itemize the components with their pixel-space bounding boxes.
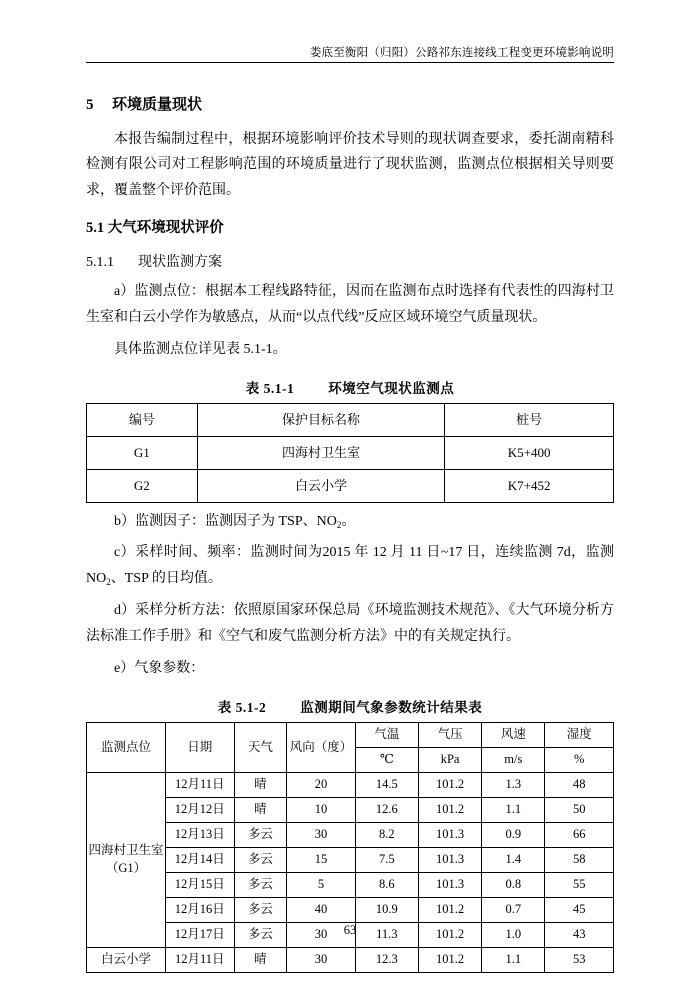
table2-r7-humidity: 53 [545, 947, 614, 972]
item-c-line1: c）采样时间、频率：监测时间为2015 年 12 月 11 日~17 日，连续监测 7d，监测 [114, 545, 614, 561]
table2-r0-weather: 晴 [234, 772, 287, 797]
table2-r6-weather: 多云 [234, 922, 287, 947]
item-c-subscript: 2 [106, 577, 111, 588]
table-row [87, 797, 614, 822]
table1-header-2: 桩号 [445, 403, 614, 436]
table2-r4-pressure: 101.3 [418, 872, 481, 897]
table2-r1-date: 12月12日 [166, 797, 235, 822]
table2-r0-humidity: 48 [545, 772, 614, 797]
table2-header-wind-speed: 风速 [482, 722, 545, 747]
table2-r1-pressure: 101.2 [418, 797, 481, 822]
table2-r5-wind-dir: 40 [287, 897, 356, 922]
table1-r1-c1: 白云小学 [197, 469, 445, 502]
table1-caption-label: 表 5.1-1 [245, 380, 295, 396]
table2-r1-humidity: 50 [545, 797, 614, 822]
table1-r0-c0: G1 [87, 436, 198, 469]
table-row [87, 822, 614, 847]
table1-r1-c2: K7+452 [445, 469, 614, 502]
body-area [86, 82, 614, 973]
table2-r7-weather: 晴 [234, 947, 287, 972]
table2-r5-temp: 10.9 [355, 897, 418, 922]
table2-r0-temp: 14.5 [355, 772, 418, 797]
table2-r4-temp: 8.6 [355, 872, 418, 897]
table1-r0-c2: K5+400 [445, 436, 614, 469]
table2-r1-weather: 晴 [234, 797, 287, 822]
item-c-no2-pre: NO [86, 571, 107, 587]
table2-r6-temp: 11.3 [355, 922, 418, 947]
table-row [87, 436, 614, 469]
table2-r3-date: 12月14日 [166, 847, 235, 872]
paragraph-item-a: a）监测点位：根据本工程线路特征，因而在监测布点时选择有代表性的四海村卫生室和白云小学作为敏感点，从而“以点代线”反应区域环境空气质量现状。 [86, 283, 614, 325]
table-row [87, 469, 614, 502]
paragraph-item-a2: 具体监测点位详见表 5.1-1。 [114, 341, 287, 357]
table-row [87, 872, 614, 897]
table2-caption-title: 监测期间气象参数统计结果表 [300, 699, 483, 715]
paragraph-item-c [86, 540, 614, 592]
section-heading-5-1: 5.1 大气环境现状评价 [86, 220, 224, 237]
table2-header-pressure: 气压 [418, 722, 481, 747]
table2-caption [86, 696, 614, 716]
table-row [87, 947, 614, 972]
table2-header-wind-dir: 风向（度） [287, 722, 356, 772]
table2-r4-date: 12月15日 [166, 872, 235, 897]
table2-r5-wind-speed: 0.7 [482, 897, 545, 922]
table2-header-site: 监测点位 [87, 722, 166, 772]
table2-r4-humidity: 55 [545, 872, 614, 897]
table2-header-weather: 天气 [234, 722, 287, 772]
section-heading-5 [86, 94, 614, 117]
table2-r7-pressure: 101.2 [418, 947, 481, 972]
table2-r0-pressure: 101.2 [418, 772, 481, 797]
table2-r3-humidity: 58 [545, 847, 614, 872]
section-title-5: 环境质量现状 [112, 97, 203, 113]
table2-r2-date: 12月13日 [166, 822, 235, 847]
table2-r6-wind-dir: 30 [287, 922, 356, 947]
table1-header-1: 保护目标名称 [197, 403, 445, 436]
table2-r4-wind-dir: 5 [287, 872, 356, 897]
table2-r7-wind-speed: 1.1 [482, 947, 545, 972]
table2-r7-temp: 12.3 [355, 947, 418, 972]
table2-r2-temp: 8.2 [355, 822, 418, 847]
table-air-monitoring-points [86, 403, 614, 503]
table-row [87, 772, 614, 797]
table2-r1-wind-speed: 1.1 [482, 797, 545, 822]
table2-r2-wind-dir: 30 [287, 822, 356, 847]
item-c-line2: 、TSP 的日均值。 [110, 571, 222, 587]
table2-r2-pressure: 101.3 [418, 822, 481, 847]
table2-r0-wind-speed: 1.3 [482, 772, 545, 797]
table2-unit-pressure: kPa [418, 747, 481, 772]
table1-caption [86, 377, 614, 397]
section-heading-5-1-1 [86, 252, 614, 273]
table2-unit-temp: ℃ [355, 747, 418, 772]
table2-r7-wind-dir: 30 [287, 947, 356, 972]
table1-r1-c0: G2 [87, 469, 198, 502]
table2-site-g1: 四海村卫生室（G1） [87, 772, 166, 947]
table2-caption-label: 表 5.1-2 [217, 699, 267, 715]
table2-r0-date: 12月11日 [166, 772, 235, 797]
table2-r1-temp: 12.6 [355, 797, 418, 822]
paragraph-intro: 本报告编制过程中，根据环境影响评价技术导则的现状调查要求，委托湖南精科检测有限公司对工程影响范围的环境质量进行了现状监测，监测点位根据相关导则要求，覆盖整个评价范围。 [86, 131, 614, 199]
page-content [86, 0, 614, 990]
table2-r6-wind-speed: 1.0 [482, 922, 545, 947]
table2-r5-weather: 多云 [234, 897, 287, 922]
table-row [87, 847, 614, 872]
table2-r6-humidity: 43 [545, 922, 614, 947]
paragraph-item-d: d）采样分析方法：依照原国家环保总局《环境监测技术规范》、《大气环境分析方法标准工作手册》和《空气和废气监测分析方法》中的有关规定执行。 [86, 603, 614, 645]
table2-header-date: 日期 [166, 722, 235, 772]
table2-r2-wind-speed: 0.9 [482, 822, 545, 847]
table2-header-temp: 气温 [355, 722, 418, 747]
table2-r0-wind-dir: 20 [287, 772, 356, 797]
section-number-5-1-1: 5.1.1 [86, 254, 114, 270]
table-header-row [87, 403, 614, 436]
table2-r3-temp: 7.5 [355, 847, 418, 872]
table-header-row [87, 722, 614, 747]
table2-r6-date: 12月17日 [166, 922, 235, 947]
table2-unit-humidity: % [545, 747, 614, 772]
table2-r5-humidity: 45 [545, 897, 614, 922]
item-b-subscript: 2 [336, 519, 342, 530]
table2-r3-wind-dir: 15 [287, 847, 356, 872]
table2-r3-weather: 多云 [234, 847, 287, 872]
paragraph-item-e: e）气象参数： [114, 661, 205, 677]
table2-r4-weather: 多云 [234, 872, 287, 897]
table2-r3-wind-speed: 1.4 [482, 847, 545, 872]
table2-r2-weather: 多云 [234, 822, 287, 847]
table2-r7-date: 12月11日 [166, 947, 235, 972]
table2-site-baiyun: 白云小学 [87, 947, 166, 972]
table1-header-0: 编号 [87, 403, 198, 436]
table2-r3-pressure: 101.3 [418, 847, 481, 872]
table1-caption-title: 环境空气现状监测点 [328, 380, 455, 396]
header-divider [86, 62, 614, 63]
running-header: 娄底至衡阳（归阳）公路祁东连接线工程变更环境影响说明 [309, 47, 614, 59]
table2-header-humidity: 湿度 [545, 722, 614, 747]
section-number-5: 5 [86, 97, 94, 113]
paragraph-item-b [86, 509, 614, 535]
page-number: 63 [343, 923, 357, 937]
table2-r6-pressure: 101.2 [418, 922, 481, 947]
table-row [87, 897, 614, 922]
item-b-end: 。 [341, 513, 356, 529]
table2-unit-wind-speed: m/s [482, 747, 545, 772]
item-b-text: b）监测因子：监测因子为 TSP、NO [114, 513, 337, 529]
table2-r5-pressure: 101.2 [418, 897, 481, 922]
table2-r1-wind-dir: 10 [287, 797, 356, 822]
table2-r4-wind-speed: 0.8 [482, 872, 545, 897]
table1-r0-c1: 四海村卫生室 [197, 436, 445, 469]
section-title-5-1-1: 现状监测方案 [138, 254, 222, 270]
table2-r5-date: 12月16日 [166, 897, 235, 922]
table2-r2-humidity: 66 [545, 822, 614, 847]
